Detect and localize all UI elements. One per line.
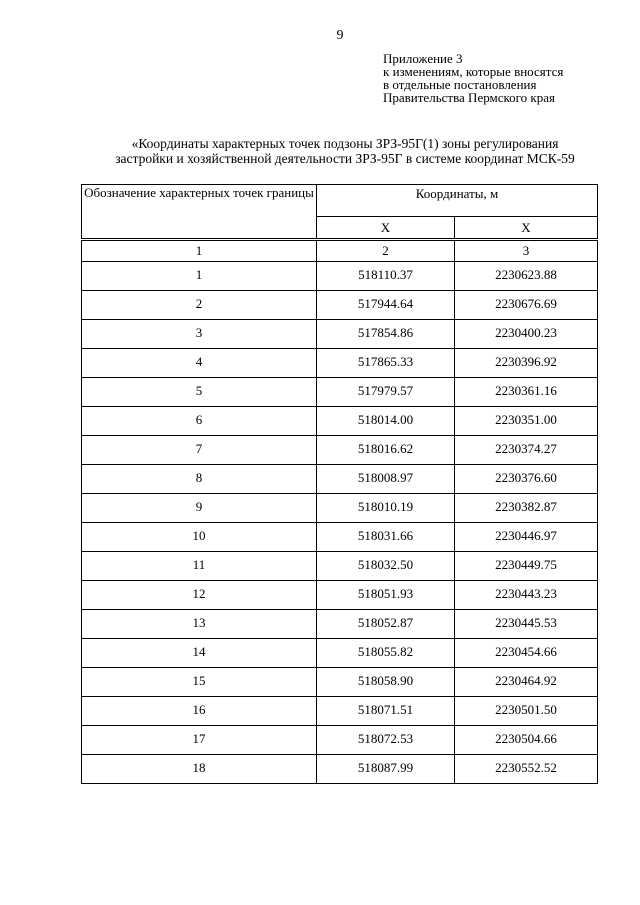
- point-cell: 15: [82, 668, 317, 697]
- y-cell: 2230676.69: [455, 291, 598, 320]
- point-cell: 7: [82, 436, 317, 465]
- x-cell: 518072.53: [317, 726, 455, 755]
- column-number: 1: [82, 240, 317, 262]
- y-cell: 2230376.60: [455, 465, 598, 494]
- appendix-line: в отдельные постановления: [383, 77, 537, 92]
- y-cell: 2230351.00: [455, 407, 598, 436]
- x-cell: 518052.87: [317, 610, 455, 639]
- x-cell: 518008.97: [317, 465, 455, 494]
- y-cell: 2230552.52: [455, 755, 598, 784]
- table-row: [82, 610, 598, 639]
- x-cell: 518010.19: [317, 494, 455, 523]
- point-cell: 13: [82, 610, 317, 639]
- appendix-line: Приложение 3: [383, 51, 463, 66]
- point-cell: 5: [82, 378, 317, 407]
- appendix-line: Правительства Пермского края: [383, 90, 555, 105]
- point-cell: 9: [82, 494, 317, 523]
- page-number: 9: [336, 28, 344, 43]
- y-cell: 2230623.88: [455, 262, 598, 291]
- column-number-row: [82, 240, 598, 262]
- y-cell: 2230382.87: [455, 494, 598, 523]
- point-cell: 17: [82, 726, 317, 755]
- point-cell: 16: [82, 697, 317, 726]
- appendix-block: [383, 52, 563, 104]
- y-cell: 2230443.23: [455, 581, 598, 610]
- table-row: [82, 378, 598, 407]
- point-cell: 3: [82, 320, 317, 349]
- y-cell: 2230374.27: [455, 436, 598, 465]
- document-title: [80, 136, 610, 166]
- x-cell: 518016.62: [317, 436, 455, 465]
- appendix-line: к изменениям, которые вносятся: [383, 64, 564, 79]
- coordinates-table: [81, 184, 598, 784]
- title-line: «Координаты характерных точек подзоны ЗРЗ-95Г(1) зоны регулирования: [131, 136, 559, 151]
- point-cell: 4: [82, 349, 317, 378]
- point-cell: 1: [82, 262, 317, 291]
- header-coordinates: Координаты, м: [317, 185, 598, 217]
- header-y: X: [455, 217, 598, 240]
- point-cell: 14: [82, 639, 317, 668]
- table-row: [82, 436, 598, 465]
- column-number: 3: [455, 240, 598, 262]
- x-cell: 518055.82: [317, 639, 455, 668]
- x-cell: 518071.51: [317, 697, 455, 726]
- point-cell: 18: [82, 755, 317, 784]
- table-row: [82, 407, 598, 436]
- table-row: [82, 668, 598, 697]
- table-row: [82, 581, 598, 610]
- y-cell: 2230445.53: [455, 610, 598, 639]
- point-cell: 2: [82, 291, 317, 320]
- table-row: [82, 465, 598, 494]
- x-cell: 518110.37: [317, 262, 455, 291]
- column-number: 2: [317, 240, 455, 262]
- x-cell: 518031.66: [317, 523, 455, 552]
- point-cell: 11: [82, 552, 317, 581]
- y-cell: 2230454.66: [455, 639, 598, 668]
- header-point-designation: Обозначение характерных точек границы: [82, 185, 317, 240]
- table-row: [82, 262, 598, 291]
- x-cell: 518051.93: [317, 581, 455, 610]
- x-cell: 517865.33: [317, 349, 455, 378]
- table-row: [82, 697, 598, 726]
- point-cell: 6: [82, 407, 317, 436]
- x-cell: 518058.90: [317, 668, 455, 697]
- x-cell: 517854.86: [317, 320, 455, 349]
- x-cell: 518032.50: [317, 552, 455, 581]
- table-row: [82, 349, 598, 378]
- y-cell: 2230504.66: [455, 726, 598, 755]
- table-row: [82, 755, 598, 784]
- point-cell: 8: [82, 465, 317, 494]
- y-cell: 2230501.50: [455, 697, 598, 726]
- x-cell: 518087.99: [317, 755, 455, 784]
- table-row: [82, 291, 598, 320]
- table-row: [82, 494, 598, 523]
- table-row: [82, 523, 598, 552]
- y-cell: 2230400.23: [455, 320, 598, 349]
- y-cell: 2230464.92: [455, 668, 598, 697]
- x-cell: 517944.64: [317, 291, 455, 320]
- x-cell: 518014.00: [317, 407, 455, 436]
- y-cell: 2230446.97: [455, 523, 598, 552]
- point-cell: 10: [82, 523, 317, 552]
- table-row: [82, 726, 598, 755]
- x-cell: 517979.57: [317, 378, 455, 407]
- y-cell: 2230361.16: [455, 378, 598, 407]
- header-x: X: [317, 217, 455, 240]
- point-cell: 12: [82, 581, 317, 610]
- title-line: застройки и хозяйственной деятельности ЗРЗ-95Г в системе координат МСК-59: [115, 151, 575, 166]
- table-row: [82, 320, 598, 349]
- table-row: [82, 639, 598, 668]
- y-cell: 2230449.75: [455, 552, 598, 581]
- table-row: [82, 552, 598, 581]
- y-cell: 2230396.92: [455, 349, 598, 378]
